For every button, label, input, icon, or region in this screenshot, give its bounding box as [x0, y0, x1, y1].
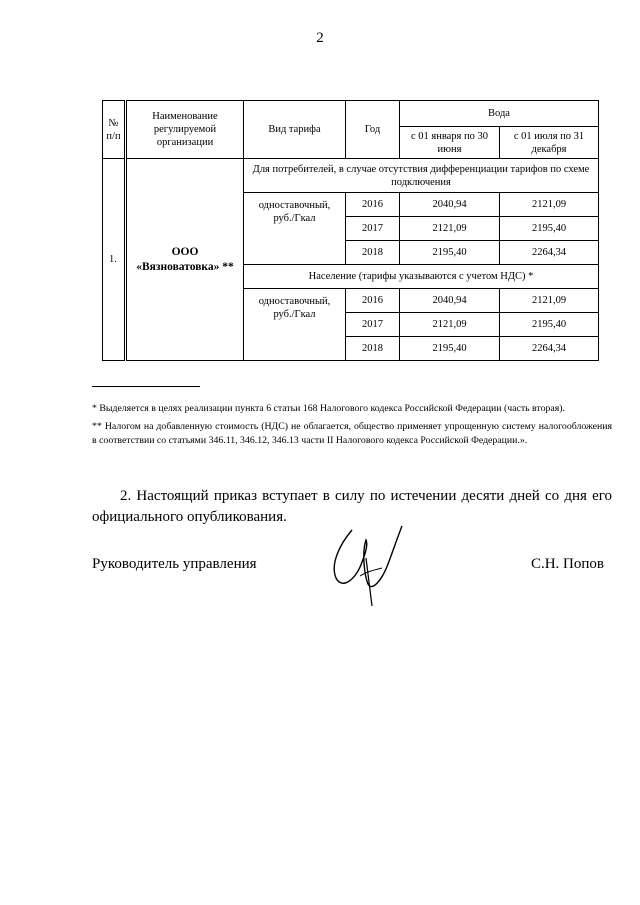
year-cell: 2018 [346, 241, 400, 265]
section-title-1: Для потребителей, в случае отсутствия дифференциации тарифов по схеме подключения [244, 159, 599, 193]
value-cell: 2195,40 [400, 241, 500, 265]
value-cell: 2195,40 [500, 313, 599, 337]
value-cell: 2121,09 [500, 193, 599, 217]
signatory-position: Руководитель управления [92, 556, 257, 572]
clause-2: 2. Настоящий приказ вступает в силу по истечении десяти дней со дня его официального опубликования. [92, 488, 612, 525]
tariff-table [102, 100, 599, 361]
header-period-1: с 01 января по 30 июня [400, 127, 500, 159]
section-title-2: Население (тарифы указываются с учетом НДС) * [244, 265, 599, 289]
footnote-divider [92, 386, 200, 387]
org-name [126, 159, 244, 361]
value-cell: 2264,34 [500, 241, 599, 265]
value-cell: 2195,40 [400, 337, 500, 361]
header-year: Год [346, 101, 400, 159]
header-org: Наименование регулируемой организации [126, 101, 244, 159]
row-index: 1. [103, 159, 126, 361]
org-name-line-1: ООО [171, 245, 199, 258]
handwritten-signature [322, 518, 412, 608]
year-cell: 2017 [346, 217, 400, 241]
header-num: № п/п [103, 101, 126, 159]
page-number: 2 [316, 30, 324, 46]
year-cell: 2018 [346, 337, 400, 361]
footnote-1: * Выделяется в целях реализации пункта 6 статьи 168 Налогового кодекса Российской Федерации (часть вторая). [92, 403, 565, 414]
header-tariff-type: Вид тарифа [244, 101, 346, 159]
tariff-type-1: одноставочный, руб./Гкал [244, 193, 346, 265]
header-group: Вода [400, 101, 599, 127]
year-cell: 2016 [346, 193, 400, 217]
value-cell: 2121,09 [400, 217, 500, 241]
value-cell: 2264,34 [500, 337, 599, 361]
tariff-type-2: одноставочный, руб./Гкал [244, 289, 346, 361]
value-cell: 2040,94 [400, 289, 500, 313]
year-cell: 2016 [346, 289, 400, 313]
year-cell: 2017 [346, 313, 400, 337]
value-cell: 2121,09 [500, 289, 599, 313]
value-cell: 2040,94 [400, 193, 500, 217]
footnote-2: ** Налогом на добавленную стоимость (НДС) не облагается, общество применяет упрощенную систему налогообложения в соответствии со статьями 346.11, 346.12, 346.13 части II Налогового кодекса Российской Федерации.». [92, 421, 612, 446]
footnotes [92, 402, 612, 452]
org-name-line-2: «Вязноватовка» ** [136, 260, 234, 273]
value-cell: 2121,09 [400, 313, 500, 337]
signatory-name: С.Н. Попов [530, 556, 604, 572]
value-cell: 2195,40 [500, 217, 599, 241]
header-period-2: с 01 июля по 31 декабря [500, 127, 599, 159]
